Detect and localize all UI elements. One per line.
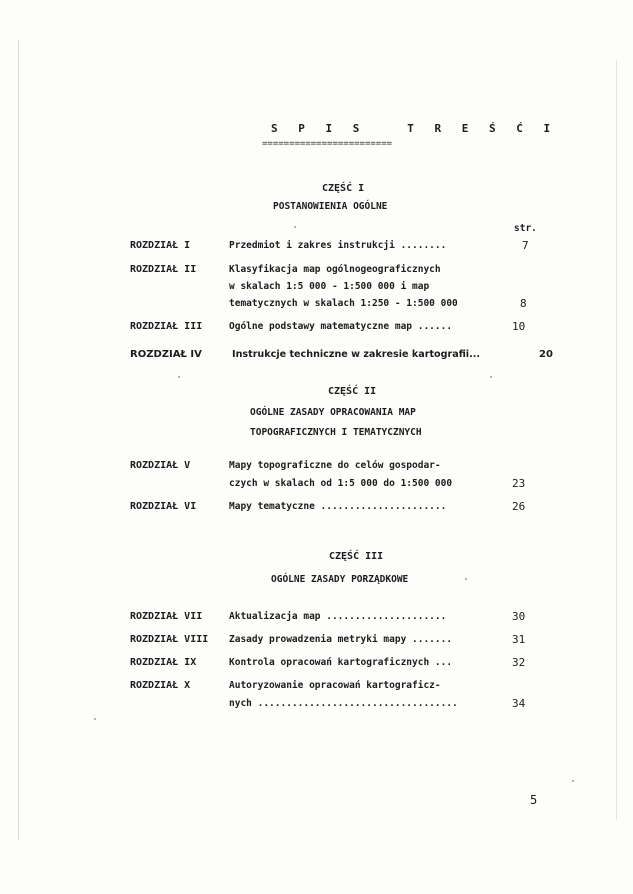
chapter-1-title: Przedmiot i zakres instrukcji ........ <box>229 240 447 251</box>
chapter-3-label: ROZDZIAŁ III <box>130 321 203 332</box>
chapter-6-title: Mapy tematyczne ...................... <box>229 501 447 512</box>
scan-speck <box>572 780 574 782</box>
chapter-4-label: ROZDZIAŁ IV <box>130 349 202 360</box>
part-2-heading-line-1: OGÓLNE ZASADY OPRACOWANIA MAP <box>250 407 416 418</box>
chapter-8-page: 31 <box>512 633 526 646</box>
chapter-6-label: ROZDZIAŁ VI <box>130 501 197 512</box>
chapter-10-title-line-1: Autoryzowanie opracowań kartograficz- <box>229 680 441 691</box>
scan-speck <box>465 578 467 580</box>
chapter-5-title-line-1: Mapy topograficzne do celów gospodar- <box>229 460 441 471</box>
chapter-10-page: 34 <box>512 697 526 710</box>
chapter-4-page: 20 <box>539 349 553 360</box>
scan-speck <box>178 376 180 378</box>
chapter-6-page: 26 <box>512 500 526 513</box>
toc-title: S P I S T R E Ś Ć I <box>271 122 558 135</box>
chapter-2-page: 8 <box>520 297 527 310</box>
chapter-10-label: ROZDZIAŁ X <box>130 680 191 691</box>
part-1-label: CZĘŚĆ I <box>322 183 365 194</box>
chapter-5-label: ROZDZIAŁ V <box>130 460 191 471</box>
scan-speck <box>94 718 96 720</box>
page-column-label: str. <box>514 223 537 234</box>
chapter-8-title: Zasady prowadzenia metryki mapy ....... <box>229 634 453 645</box>
chapter-3-title: Ogólne podstawy matematyczne map ...... <box>229 321 453 332</box>
chapter-2-title-line-2: w skalach 1:5 000 - 1:500 000 i map <box>229 281 430 292</box>
scan-speck <box>490 376 492 378</box>
chapter-1-label: ROZDZIAŁ I <box>130 240 191 251</box>
part-1-heading: POSTANOWIENIA OGÓLNE <box>273 201 388 212</box>
scan-speck <box>294 226 296 228</box>
chapter-2-title-line-3: tematycznych w skalach 1:250 - 1:500 000 <box>229 298 458 309</box>
chapter-9-label: ROZDZIAŁ IX <box>130 657 197 668</box>
chapter-1-page: 7 <box>522 239 529 252</box>
part-3-heading: OGÓLNE ZASADY PORZĄDKOWE <box>271 574 409 585</box>
chapter-5-title-line-2: czych w skalach od 1:5 000 do 1:500 000 <box>229 478 453 489</box>
scan-edge-right <box>616 60 617 820</box>
part-3-label: CZĘŚĆ III <box>329 551 384 562</box>
chapter-7-page: 30 <box>512 610 526 623</box>
part-2-label: CZĘŚĆ II <box>328 386 377 397</box>
chapter-4-title: Instrukcje techniczne w zakresie kartografii... <box>232 349 481 360</box>
chapter-3-page: 10 <box>512 320 526 333</box>
chapter-8-label: ROZDZIAŁ VIII <box>130 634 209 645</box>
chapter-2-label: ROZDZIAŁ II <box>130 264 197 275</box>
chapter-2-title-line-1: Klasyfikacja map ogólnogeograficznych <box>229 264 441 275</box>
chapter-9-title: Kontrola opracowań kartograficznych ... <box>229 657 453 668</box>
page-number: 5 <box>530 793 538 807</box>
scan-edge-left <box>18 40 19 840</box>
chapter-5-page: 23 <box>512 477 526 490</box>
chapter-7-title: Aktualizacja map ..................... <box>229 611 447 622</box>
part-2-heading-line-2: TOPOGRAFICZNYCH I TEMATYCZNYCH <box>250 427 422 438</box>
toc-title-underline: ======================== <box>262 139 393 149</box>
chapter-10-title-line-2: nych ................................... <box>229 698 458 709</box>
chapter-7-label: ROZDZIAŁ VII <box>130 611 203 622</box>
chapter-9-page: 32 <box>512 656 526 669</box>
